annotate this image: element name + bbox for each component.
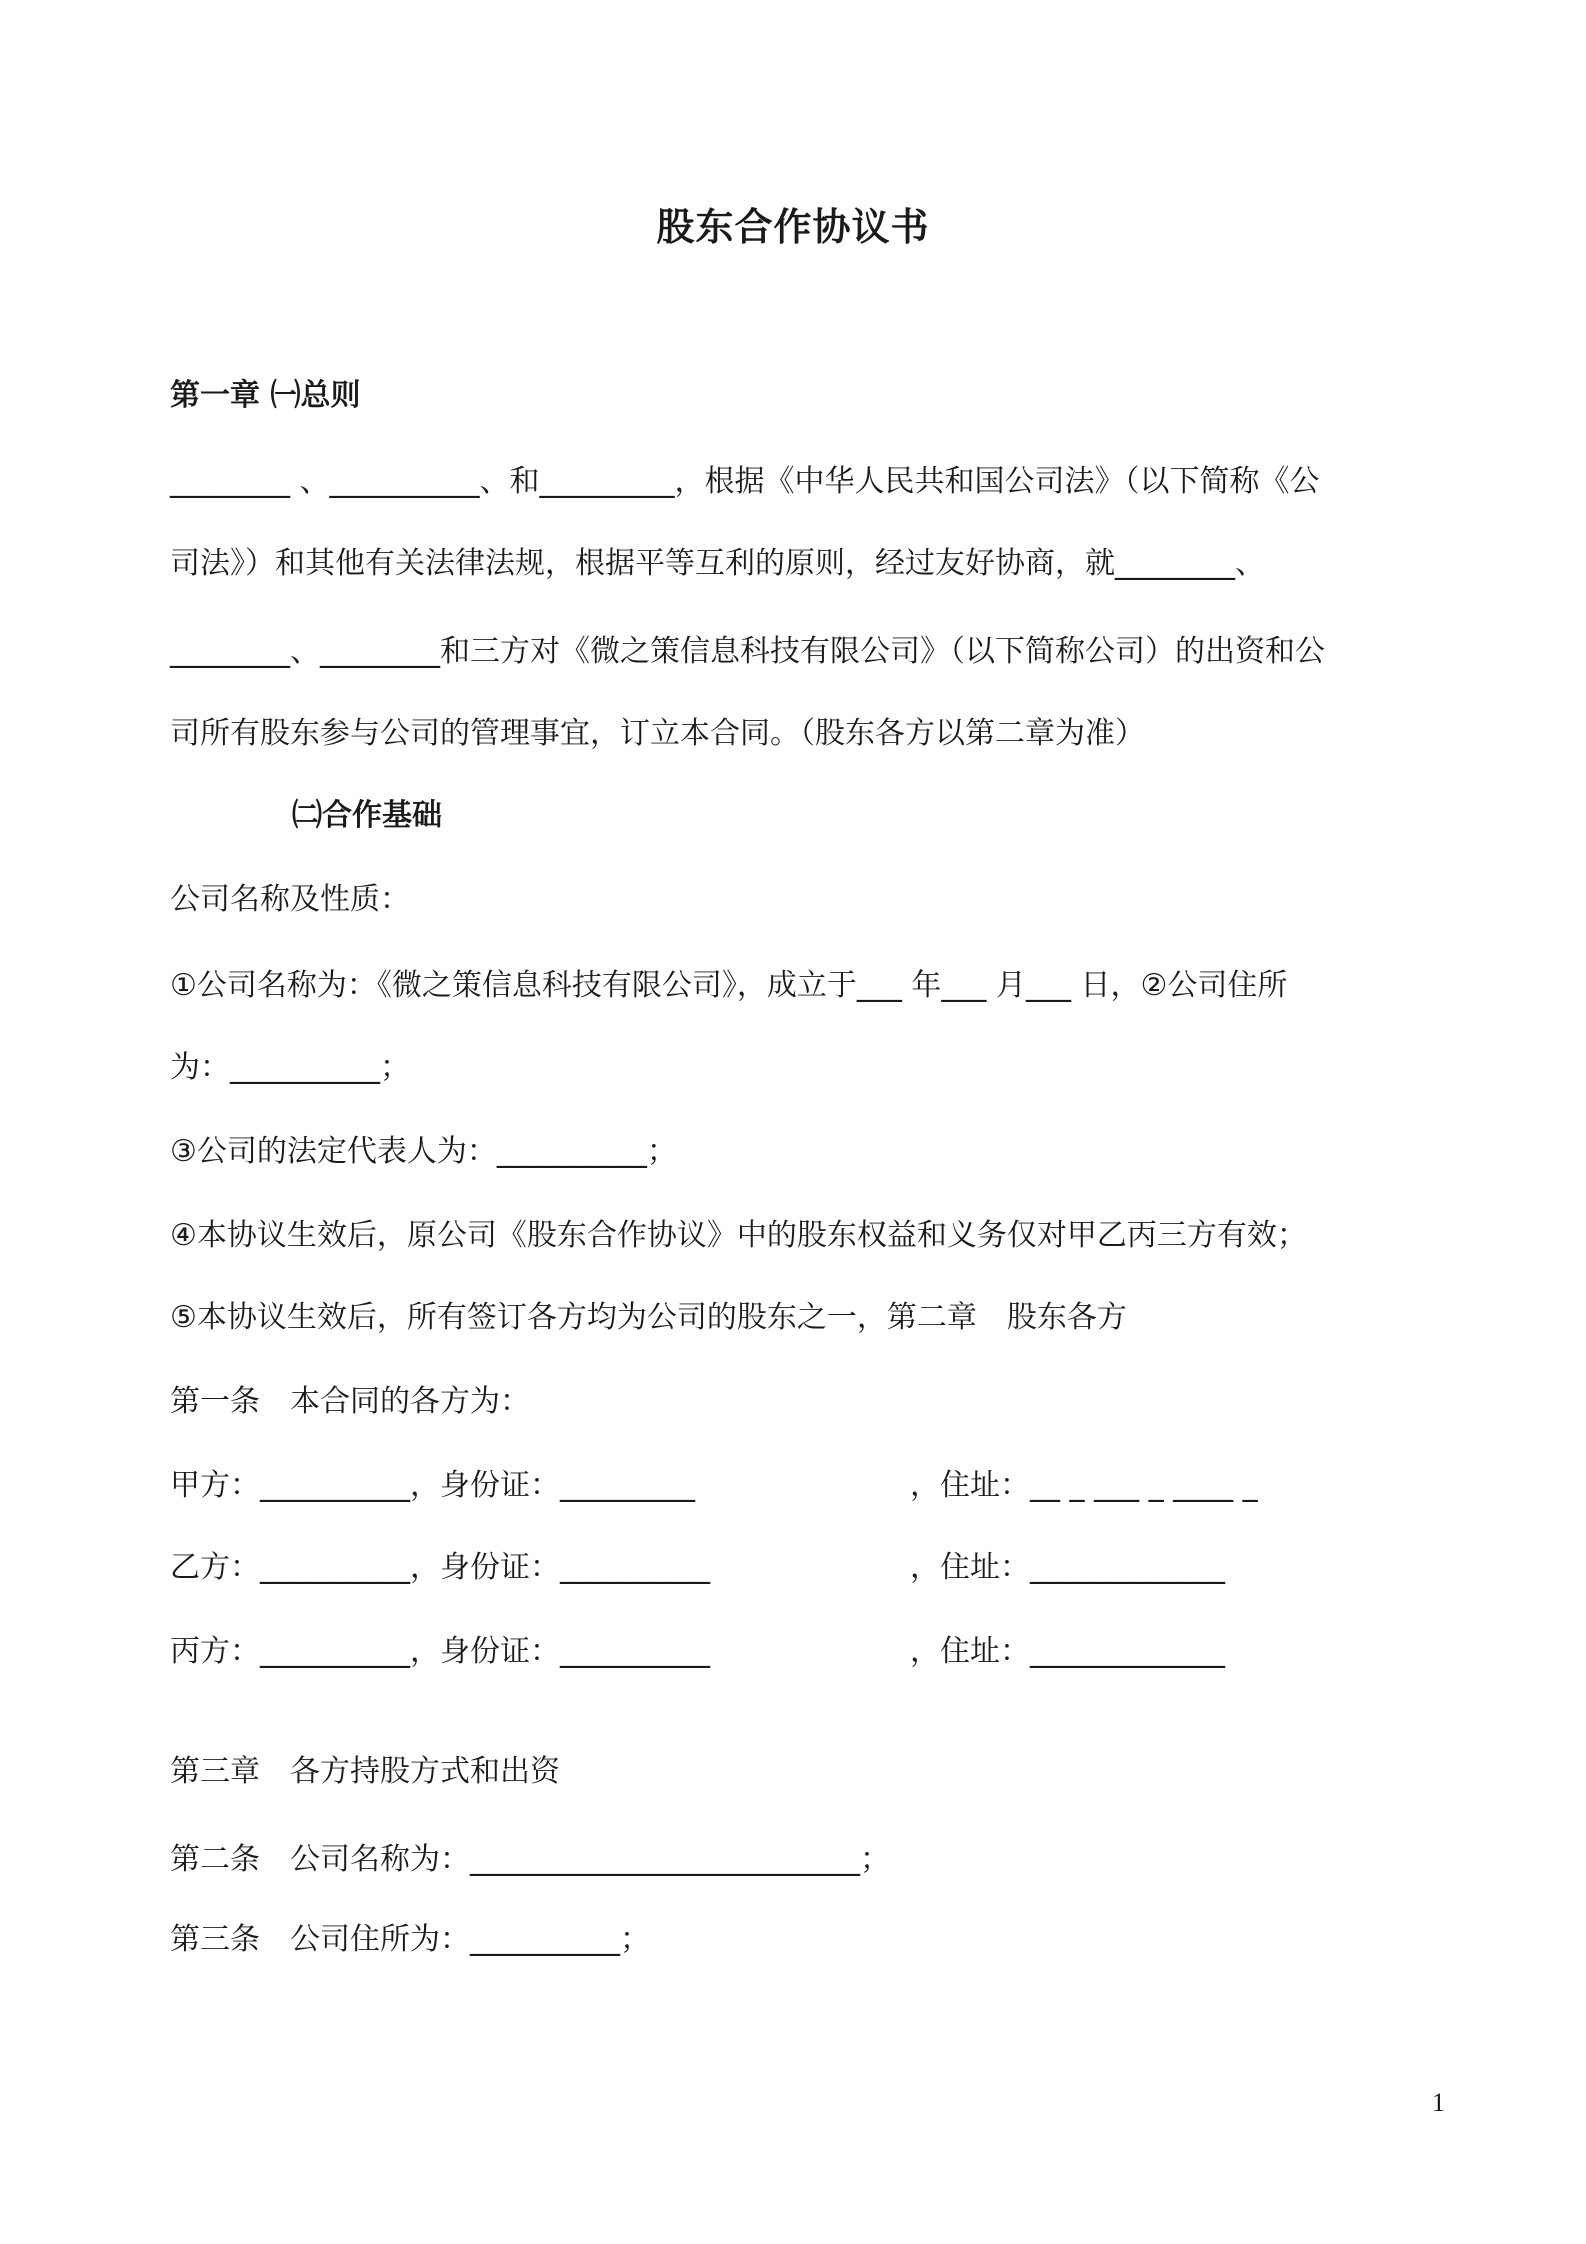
party-b-address: ，住址：_____________	[910, 1550, 1225, 1585]
company-name-nature-label: 公司名称及性质：	[170, 882, 410, 917]
intro-paragraph-line-2: 司法》）和其他有关法律法规，根据平等互利的原则，经过友好协商，就________、	[170, 546, 1265, 581]
party-row	[170, 1466, 1450, 1506]
intro-paragraph-line-3: ________、________和三方对《微之策信息科技有限公司》（以下简称公司）的出资和公	[170, 634, 1325, 669]
item-company-name-line-2: 为：__________；	[170, 1050, 410, 1085]
party-a-address: ，住址：__ _ ___ _ ____ _	[910, 1468, 1258, 1503]
party-row	[170, 1632, 1450, 1672]
item-company-name-line-1: ①公司名称为：《微之策信息科技有限公司》，成立于___ 年___ 月___ 日，②公司住所	[170, 968, 1288, 1003]
party-b-identity: 乙方：__________，身份证：__________	[170, 1550, 710, 1585]
party-row	[170, 1548, 1450, 1588]
intro-paragraph-line-4: 司所有股东参与公司的管理事宜，订立本合同。（股东各方以第二章为准）	[170, 716, 1145, 751]
article-one: 第一条 本合同的各方为：	[170, 1384, 530, 1419]
document-title: 股东合作协议书	[656, 205, 930, 249]
article-three: 第三条 公司住所为：__________；	[170, 1922, 650, 1957]
intro-paragraph-line-1: ________ 、__________、和_________，根据《中华人民共和国公司法》（以下简称《公	[170, 464, 1320, 499]
item-shareholders-effect: ⑤本协议生效后，所有签订各方均为公司的股东之一，第二章 股东各方	[170, 1300, 1127, 1335]
page-number: 1	[1432, 2088, 1445, 2117]
chapter-one-heading: 第一章 ㈠总则	[170, 378, 361, 413]
section-cooperation-basis-heading: ㈡合作基础	[292, 798, 442, 833]
party-c-identity: 丙方：__________，身份证：__________	[170, 1634, 710, 1669]
party-a-identity: 甲方：__________，身份证：_________	[170, 1468, 695, 1503]
article-two: 第二条 公司名称为：__________________________；	[170, 1842, 890, 1877]
item-agreement-effect: ④本协议生效后，原公司《股东合作协议》中的股东权益和义务仅对甲乙丙三方有效；	[170, 1218, 1307, 1253]
item-legal-representative: ③公司的法定代表人为：__________；	[170, 1134, 677, 1169]
chapter-three-heading: 第三章 各方持股方式和出资	[170, 1754, 560, 1789]
party-c-address: ，住址：_____________	[910, 1634, 1225, 1669]
